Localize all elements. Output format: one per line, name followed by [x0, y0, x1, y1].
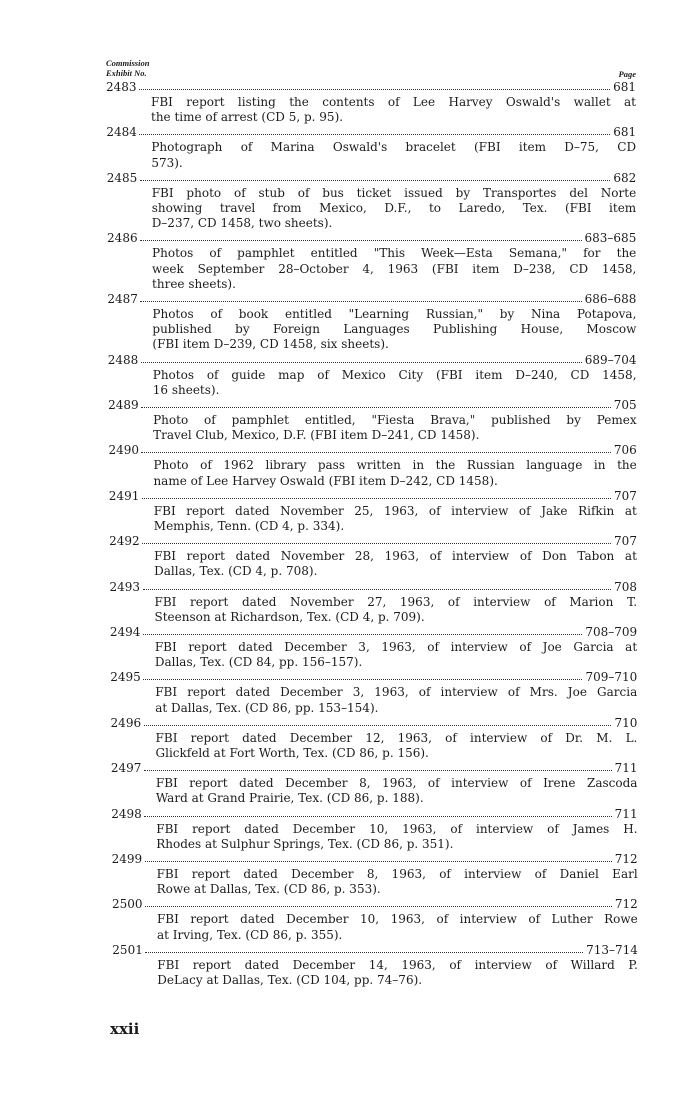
description-line: the time of arrest (CD 5, p. 95).: [151, 110, 344, 125]
dot-leader: [145, 906, 612, 907]
dot-leader: [144, 816, 612, 817]
entry-number-line: [0, 761, 691, 776]
header-commission-label: Commission: [106, 58, 150, 68]
dot-leader: [139, 89, 610, 90]
description-line: Dallas, Tex. (CD 84, pp. 156–157).: [154, 655, 363, 670]
exhibit-description: [156, 822, 637, 852]
exhibit-description: [151, 95, 636, 125]
description-line: showing travel from Mexico, D.F., to Laredo, Tex. (FBI item: [151, 201, 637, 215]
exhibit-description: [155, 640, 637, 670]
exhibit-description: [157, 867, 638, 897]
entry-number-line: [0, 670, 691, 685]
entry-number-line: [0, 580, 691, 595]
entry-number-line: [0, 125, 691, 140]
description-line: FBI report dated December 8, 1963, of interview of Irene Zascoda: [155, 776, 638, 791]
description-line: Photos of pamphlet entitled "This Week—Esta Semana," for the: [152, 246, 637, 261]
description-line: FBI photo of stub of bus ticket issued by Transportes del Norte: [151, 185, 637, 200]
description-line: FBI report dated December 3, 1963, of interview of Joe Garcia at: [154, 640, 638, 654]
entry-number-line: [0, 398, 691, 413]
description-line: Ward at Grand Prairie, Tex. (CD 86, p. 188).: [155, 791, 424, 806]
exhibit-description: [152, 307, 636, 353]
page-reference: 705: [613, 398, 637, 412]
dot-leader: [142, 498, 611, 499]
description-line: FBI report dated December 12, 1963, of interview of Dr. M. L.: [155, 730, 638, 745]
entry-number-line: [0, 534, 691, 549]
dot-leader: [139, 134, 610, 135]
exhibit-number: 2485: [106, 170, 138, 185]
dot-leader: [142, 543, 611, 544]
entry-number-line: [0, 353, 691, 368]
exhibit-number: 2491: [108, 488, 140, 503]
description-line: DeLacy at Dallas, Tex. (CD 104, pp. 74–76).: [157, 973, 423, 987]
exhibit-description: [156, 731, 638, 761]
entry-number-line: [0, 852, 691, 867]
exhibit-number: 2499: [111, 852, 143, 866]
exhibit-number: 2500: [111, 897, 143, 912]
description-line: 16 sheets).: [152, 382, 220, 397]
page-reference: 706: [613, 443, 637, 458]
description-line: Photo of 1962 library pass written in the Russian language in the: [153, 458, 637, 473]
entry-number-line: [0, 231, 691, 246]
page-reference: 707: [613, 488, 637, 503]
description-line: Rowe at Dallas, Tex. (CD 86, p. 353).: [156, 882, 381, 897]
exhibit-number: 2494: [109, 625, 141, 639]
exhibit-description: [153, 458, 636, 488]
dot-leader: [143, 634, 582, 635]
page-reference: 712: [614, 897, 638, 912]
dot-leader: [140, 180, 610, 181]
description-line: FBI report dated December 8, 1963, of interview of Daniel Earl: [156, 867, 638, 881]
exhibit-number: 2490: [108, 443, 139, 458]
page-reference: 710: [614, 715, 638, 730]
description-line: FBI report dated November 25, 1963, of interview of Jake Rifkin at: [153, 503, 637, 518]
column-header: [106, 58, 636, 80]
exhibit-number: 2493: [109, 579, 141, 594]
description-line: FBI report dated December 3, 1963, of interview of Mrs. Joe Garcia: [155, 685, 638, 700]
description-line: FBI report dated November 27, 1963, of interview of Marion T.: [154, 594, 638, 609]
page-reference: 707: [614, 534, 637, 549]
description-line: FBI report dated December 10, 1963, of interview of James H.: [156, 821, 638, 836]
exhibit-number: 2489: [108, 398, 139, 412]
description-line: Steenson at Richardson, Tex. (CD 4, p. 709).: [154, 609, 425, 624]
entry-number-line: [0, 897, 691, 912]
header-left: [106, 58, 149, 78]
description-line: name of Lee Harvey Oswald (FBI item D–242, CD 1458).: [153, 473, 498, 488]
dot-leader: [145, 952, 583, 953]
exhibit-number: 2498: [111, 806, 142, 821]
page-reference: 683–685: [584, 231, 637, 246]
description-line: Travel Club, Mexico, D.F. (FBI item D–241, CD 1458).: [153, 428, 480, 443]
description-line: Rhodes at Sulphur Springs, Tex. (CD 86, p. 351).: [156, 836, 454, 851]
page-reference: 686–688: [584, 292, 637, 306]
description-line: Photos of guide map of Mexico City (FBI item D–240, CD 1458,: [152, 367, 637, 382]
description-line: Dallas, Tex. (CD 4, p. 708).: [154, 564, 318, 579]
description-line: FBI report listing the contents of Lee Harvey Oswald's wallet at: [151, 95, 636, 109]
header-page-label: Page: [618, 69, 636, 79]
exhibit-description: [156, 776, 638, 806]
exhibit-number: 2501: [112, 942, 143, 957]
dot-leader: [143, 679, 582, 680]
exhibit-description: [151, 140, 636, 170]
page-reference: 711: [614, 761, 638, 776]
page-reference: 711: [614, 806, 638, 821]
entry-number-line: [0, 443, 691, 458]
description-line: Photo of pamphlet entitled, "Fiesta Brava," published by Pemex: [153, 413, 637, 427]
page-reference: 681: [613, 80, 636, 94]
exhibit-description: [154, 549, 637, 579]
exhibit-description: [157, 912, 638, 942]
page-reference: 681: [613, 125, 637, 140]
dot-leader: [144, 725, 611, 726]
page-folio: xxii: [110, 1020, 140, 1038]
page-reference: 682: [613, 170, 637, 185]
dot-leader: [140, 240, 582, 241]
dot-leader: [143, 589, 611, 590]
exhibit-description: [152, 246, 636, 292]
page-reference: 709–710: [585, 670, 638, 685]
description-line: published by Foreign Languages Publishing House, Moscow: [152, 322, 637, 337]
dot-leader: [144, 770, 612, 771]
description-line: Glickfeld at Fort Worth, Tex. (CD 86, p. 156).: [155, 746, 429, 760]
exhibit-number: 2487: [107, 292, 138, 306]
description-line: at Dallas, Tex. (CD 86, pp. 153–154).: [155, 700, 379, 715]
exhibit-description: [152, 186, 637, 232]
exhibit-number: 2492: [109, 534, 140, 549]
exhibit-description: [154, 504, 637, 534]
exhibit-description: [153, 413, 637, 443]
exhibit-number: 2496: [110, 715, 142, 730]
description-line: Photos of book entitled "Learning Russian," by Nina Potapova,: [152, 307, 637, 321]
exhibit-number: 2497: [110, 761, 142, 776]
dot-leader: [141, 407, 611, 408]
header-exhibit-label: Exhibit No.: [106, 68, 147, 78]
page-reference: 708–709: [585, 625, 638, 639]
description-line: FBI report dated November 28, 1963, of interview of Don Tabon at: [154, 549, 637, 564]
entry-number-line: [0, 807, 691, 822]
exhibit-number: 2484: [106, 125, 137, 140]
exhibit-description: [155, 685, 637, 715]
dot-leader: [140, 301, 582, 302]
description-line: FBI report dated December 10, 1963, of interview of Luther Rowe: [156, 912, 638, 927]
entry-number-line: [0, 292, 691, 307]
entry-number-line: [0, 943, 691, 958]
entry-number-line: [0, 171, 691, 186]
page-reference: 712: [614, 852, 638, 866]
page-reference: 689–704: [584, 352, 637, 367]
exhibit-number: 2483: [106, 80, 137, 94]
description-line: week September 28–October 4, 1963 (FBI item D–238, CD 1458,: [152, 261, 637, 276]
description-line: Photograph of Marina Oswald's bracelet (FBI item D–75, CD: [151, 140, 637, 155]
exhibit-number: 2495: [110, 670, 141, 685]
page-reference: 713–714: [586, 942, 638, 957]
page-reference: 708: [614, 579, 638, 594]
entry-number-line: [0, 716, 691, 731]
entry-number-line: [0, 80, 691, 95]
description-line: at Irving, Tex. (CD 86, p. 355).: [156, 927, 343, 942]
exhibit-description: [153, 368, 637, 398]
exhibit-description: [157, 958, 638, 988]
dot-leader: [145, 861, 612, 862]
description-line: D–237, CD 1458, two sheets).: [151, 216, 333, 231]
exhibit-description: [155, 595, 638, 625]
description-line: FBI report dated December 14, 1963, of interview of Willard P.: [157, 957, 638, 972]
entry-number-line: [0, 489, 691, 504]
description-line: (FBI item D–239, CD 1458, six sheets).: [152, 337, 389, 352]
description-line: 573).: [151, 155, 183, 170]
entry-number-line: [0, 625, 691, 640]
exhibit-number: 2488: [107, 352, 139, 367]
description-line: Memphis, Tenn. (CD 4, p. 334).: [153, 519, 345, 533]
dot-leader: [141, 452, 611, 453]
description-line: three sheets).: [152, 276, 236, 291]
exhibit-number: 2486: [107, 231, 138, 246]
dot-leader: [141, 362, 582, 363]
